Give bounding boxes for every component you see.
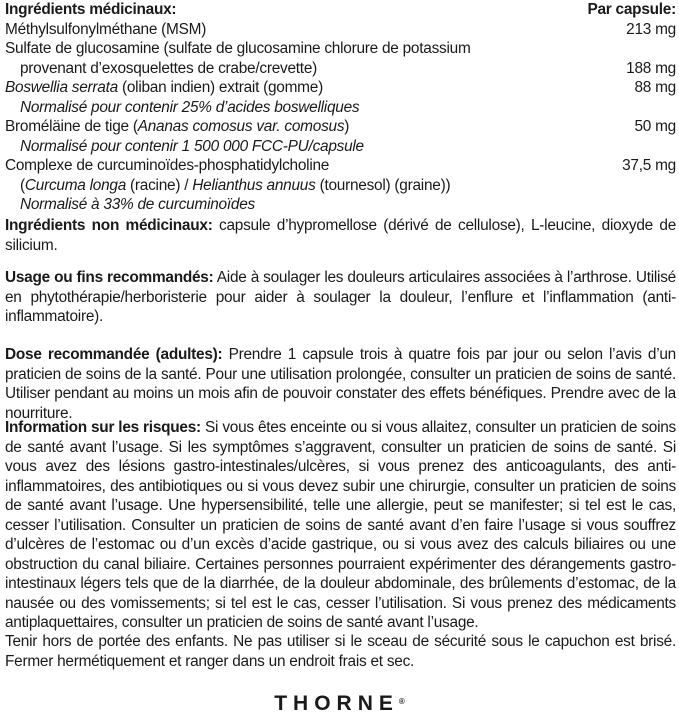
ingredient-latin-name: Helianthus annuus — [192, 176, 316, 194]
ingredient-name: Méthylsulfonylméthane (MSM) — [5, 20, 207, 38]
ingredient-note-boswellia — [5, 98, 676, 118]
standardization-note: Normalisé pour contenir 1 500 000 FCC-PU/capsule — [20, 137, 364, 155]
section-text: capsule d’hypromellose (dérivé de cellulose), L-leucine, dioxyde de silicium. — [5, 217, 676, 254]
ingredient-name: Broméläine de tige ( — [5, 118, 138, 135]
dose-section — [5, 345, 676, 423]
source-part: (tournesol) (graine)) — [315, 176, 451, 194]
section-label: Dose recommandée (adultes): — [5, 346, 223, 363]
section-label: Information sur les risques: — [5, 419, 201, 436]
ingredient-row-bromelain — [5, 117, 676, 137]
source-open: ( — [20, 176, 25, 194]
ingredient-name: Complexe de curcuminoïdes-phosphatidylcholine — [5, 157, 330, 174]
standardization-note: Normalisé à 33% de curcuminoïdes — [20, 196, 255, 213]
ingredient-row-curcumin-source — [5, 176, 676, 196]
section-text: Tenir hors de portée des enfants. Ne pas utiliser si le sceau de sécurité sous le capuchon est brisé. Fermer hermétiquement et ranger dans un endroit frais et sec. — [5, 633, 676, 670]
ingredient-row-glucosamine-cont — [5, 59, 676, 79]
ingredient-latin-name: Ananas comosus var. comosus — [137, 118, 345, 135]
ingredient-name: Sulfate de glucosamine (sulfate de glucosamine chlorure de potassium — [5, 40, 471, 57]
ingredient-row-glucosamine — [5, 39, 676, 59]
ingredient-row-curcumin — [5, 156, 676, 176]
medicinal-heading: Ingrédients médicinaux: — [5, 1, 177, 18]
non-medicinal-section — [5, 216, 676, 255]
ingredient-note-curcumin — [5, 195, 676, 215]
per-capsule-heading: Par capsule: — [587, 1, 676, 18]
medicinal-header-row — [5, 0, 676, 20]
ingredient-latin-name: Boswellia serrata — [5, 79, 118, 96]
section-text: Si vous êtes enceinte ou si vous allaitez, consulter un praticien de soins de santé avant l’usage. Si les symptômes s’aggravent, consulter un praticien de soins de santé. Si vous avez des lésions gastro-intestinales/ulcères, si vous prenez des anticoagulants, des anti-inflammatoires, des antibiotiques ou si vous devez subir une chirurgie, consulter un praticien de soins de santé avant l’usage. Une hypersensibilité, telle une allergie, peut se manifester; si tel est le cas, cesser l’utilisation. Consulter un praticien de soins de santé avant d’en faire l’usage si vous souffrez d’ulcères de l’estomac ou d’un excès d’acide gastrique, ou si vous avez des calculs biliaires ou une obstruction du canal biliaire. Certaines personnes pourraient expérimenter des dérangements gastro-intestinaux légers tels que de la diarrhée, de la douleur abdominale, des brûlements d’estomac, de la nausée ou des vomissements; si tel est le cas, cesser l’utilisation. Si vous prenez des médicaments antiplaquettaires, consulter un praticien de soins de santé avant l’usage. — [5, 419, 677, 631]
ingredient-amount: 188 mg — [626, 59, 676, 77]
section-label: Ingrédients non médicinaux: — [5, 217, 213, 234]
ingredient-row-boswellia — [5, 78, 676, 98]
ingredient-amount: 37,5 mg — [622, 157, 676, 174]
ingredient-latin-name: Curcuma longa — [24, 176, 127, 194]
source-part: (racine) / — [126, 176, 193, 194]
thorne-logo — [0, 692, 679, 716]
usage-section — [5, 268, 676, 327]
storage-section — [5, 632, 676, 671]
ingredient-amount: 88 mg — [634, 79, 676, 96]
registered-mark: ® — [398, 697, 405, 706]
logo-wordmark: THORNE — [274, 692, 399, 715]
standardization-note: Normalisé pour contenir 25% d’acides boswelliques — [20, 98, 360, 116]
ingredient-note-bromelain — [5, 137, 676, 157]
medicinal-ingredients-table — [5, 0, 676, 215]
ingredient-name: (oliban indien) extrait (gomme) — [117, 79, 323, 96]
section-text: Aide à soulager les douleurs articulaires associées à l’arthrose. Utilisé en phytothérapie/herboristerie pour aider à soulager la douleur, l’enflure et l’inflammation (anti-inflammatoire). — [5, 269, 676, 325]
section-label: Usage ou fins recommandés: — [5, 269, 214, 286]
ingredient-source: provenant d’exosquelettes de crabe/crevette) — [20, 59, 318, 77]
ingredient-name-close: ) — [344, 118, 350, 135]
risks-section — [5, 418, 676, 633]
ingredient-amount: 50 mg — [634, 118, 676, 135]
ingredient-amount: 213 mg — [626, 20, 676, 38]
section-text: Prendre 1 capsule trois à quatre fois par jour ou selon l’avis d’un praticien de soins de la santé. Pour une utilisation prolongée, consulter un praticien de soins de santé. Utiliser pendant au moins un mois afin de pouvoir constater des effets bénéfiques. Prendre avec de la nourriture. — [5, 346, 676, 422]
ingredient-row-msm — [5, 20, 676, 40]
